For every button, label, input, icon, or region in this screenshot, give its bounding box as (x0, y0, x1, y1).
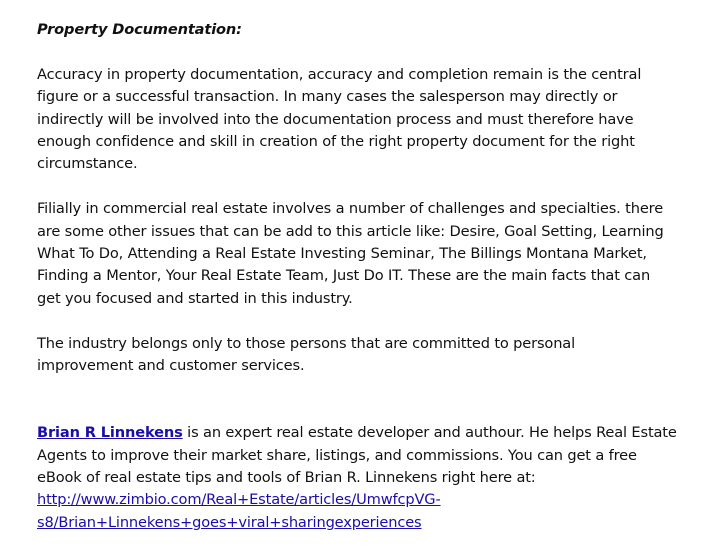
paragraph-line: Finding a Mentor, Your Real Estate Team, Just Do IT. These are the main facts that can (37, 267, 651, 285)
author-bio-text: is an expert real estate developer and authour. He helps Real Estate (182, 424, 677, 442)
paragraph-line: figure or a successful transaction. In many cases the salesperson may directly or (37, 88, 618, 106)
paragraph-commercial (37, 198, 697, 310)
author-url-line (37, 489, 697, 511)
paragraph-line: improvement and customer services. (37, 357, 305, 375)
paragraph-industry (37, 333, 697, 378)
document-body (37, 19, 697, 534)
paragraph-line: What To Do, Attending a Real Estate Investing Seminar, The Billings Montana Market, (37, 245, 647, 263)
author-bio-line: eBook of real estate tips and tools of Brian R. Linnekens right here at: (37, 469, 536, 487)
author-name-link[interactable]: Brian R Linnekens (37, 424, 183, 442)
author-url-line (37, 512, 697, 534)
paragraph-line: The industry belongs only to those persons that are committed to personal (37, 334, 576, 352)
paragraph-line: are some other issues that can be add to this article like: Desire, Goal Setting, Learning (37, 222, 664, 240)
paragraph-line: indirectly will be involved into the documentation process and must therefore have (37, 110, 634, 128)
author-bio-line (37, 422, 697, 444)
paragraph-line: circumstance. (37, 155, 138, 173)
paragraph-line: get you focused and started in this industry. (37, 289, 353, 307)
spacer (37, 41, 697, 63)
paragraph-line: Accuracy in property documentation, accuracy and completion remain is the central (37, 65, 642, 83)
spacer (37, 310, 697, 332)
spacer (37, 176, 697, 198)
paragraph-documentation (37, 64, 697, 176)
section-heading: Property Documentation: (37, 21, 242, 38)
author-url-link[interactable]: http://www.zimbio.com/Real+Estate/articles/UmwfcpVG- (37, 491, 441, 509)
author-url-link-continued[interactable]: s8/Brian+Linnekens+goes+viral+sharingexperiences (37, 513, 422, 531)
author-bio (37, 422, 697, 534)
paragraph-line: Filially in commercial real estate involves a number of challenges and specialties. there (37, 200, 664, 218)
paragraph-line: enough confidence and skill in creation of the right property document for the right (37, 133, 635, 151)
author-bio-line: Agents to improve their market share, listings, and commissions. You can get a free (37, 446, 637, 464)
spacer (37, 377, 697, 422)
